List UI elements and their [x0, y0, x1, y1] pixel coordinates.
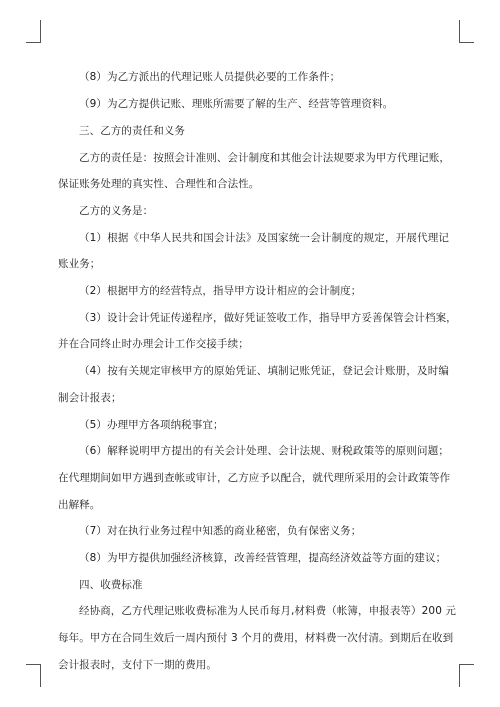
- obligation-8: （8）为甲方提供加强经济核算，改善经营管理，提高经济效益等方面的建议；: [79, 552, 447, 564]
- obligation-6-line-1: （6）解释说明甲方提出的有关会计处理、会计法规、财税政策等的原则问题；: [79, 445, 449, 457]
- responsibility-line-2: 保证账务处理的真实性、合理性和合法性。: [58, 178, 260, 190]
- section-heading-4: 四、收费标准: [79, 579, 143, 591]
- clause-a9: （9）为乙方提供记账、理账所需要了解的生产、经营等管理资料。: [79, 98, 394, 110]
- crop-mark-top-left: [26, 20, 41, 43]
- section-heading-3: 三、乙方的责任和义务: [79, 125, 185, 137]
- fee-line-3: 会计报表时，支付下一期的费用。: [58, 659, 217, 671]
- crop-mark-bottom-right: [459, 664, 474, 687]
- obligation-2: （2）根据甲方的经营特点，指导甲方设计相应的会计制度；: [79, 285, 362, 297]
- obligation-1-line-2: 账业务；: [58, 258, 101, 270]
- obligation-6-line-2: 在代理期间如甲方遇到查帐或审计，乙方应予以配合，就代理所采用的会计政策等作: [58, 472, 451, 484]
- obligation-1-line-1: （1）根据《中华人民共和国会计法》及国家统一会计制度的规定，开展代理记: [79, 232, 449, 244]
- crop-mark-top-right: [459, 20, 474, 43]
- obligation-4-line-2: 制会计报表；: [58, 392, 122, 404]
- fee-line-1: 经协商，乙方代理记账收费标准为人民币每月,材料费（帐簿，申报表等）200 元: [79, 605, 457, 617]
- obligation-3-line-1: （3）设计会计凭证传递程序，做好凭证签收工作，指导甲方妥善保管会计档案，: [79, 312, 457, 324]
- obligation-7: （7）对在执行业务过程中知悉的商业秘密，负有保密义务；: [79, 525, 362, 537]
- obligation-3-line-2: 并在合同终止时办理会计工作交接手续；: [58, 338, 249, 350]
- fee-line-2: 每年。甲方在合同生效后一周内预付 3 个月的费用，材料费一次付清。到期后在收到: [58, 632, 454, 644]
- obligation-6-line-3: 出解释。: [58, 499, 101, 511]
- crop-mark-bottom-left: [26, 664, 41, 687]
- obligation-5: （5）办理甲方各项纳税事宜；: [79, 419, 224, 431]
- obligations-intro: 乙方的义务是：: [79, 205, 154, 217]
- responsibility-line-1: 乙方的责任是：按照会计准则、会计制度和其他会计法规要求为甲方代理记账，: [79, 152, 450, 164]
- obligation-4-line-1: （4）按有关规定审核甲方的原始凭证、填制记账凭证，登记会计账册，及时编: [79, 365, 449, 377]
- clause-a8: （8）为乙方派出的代理记账人员提供必要的工作条件；: [79, 71, 341, 83]
